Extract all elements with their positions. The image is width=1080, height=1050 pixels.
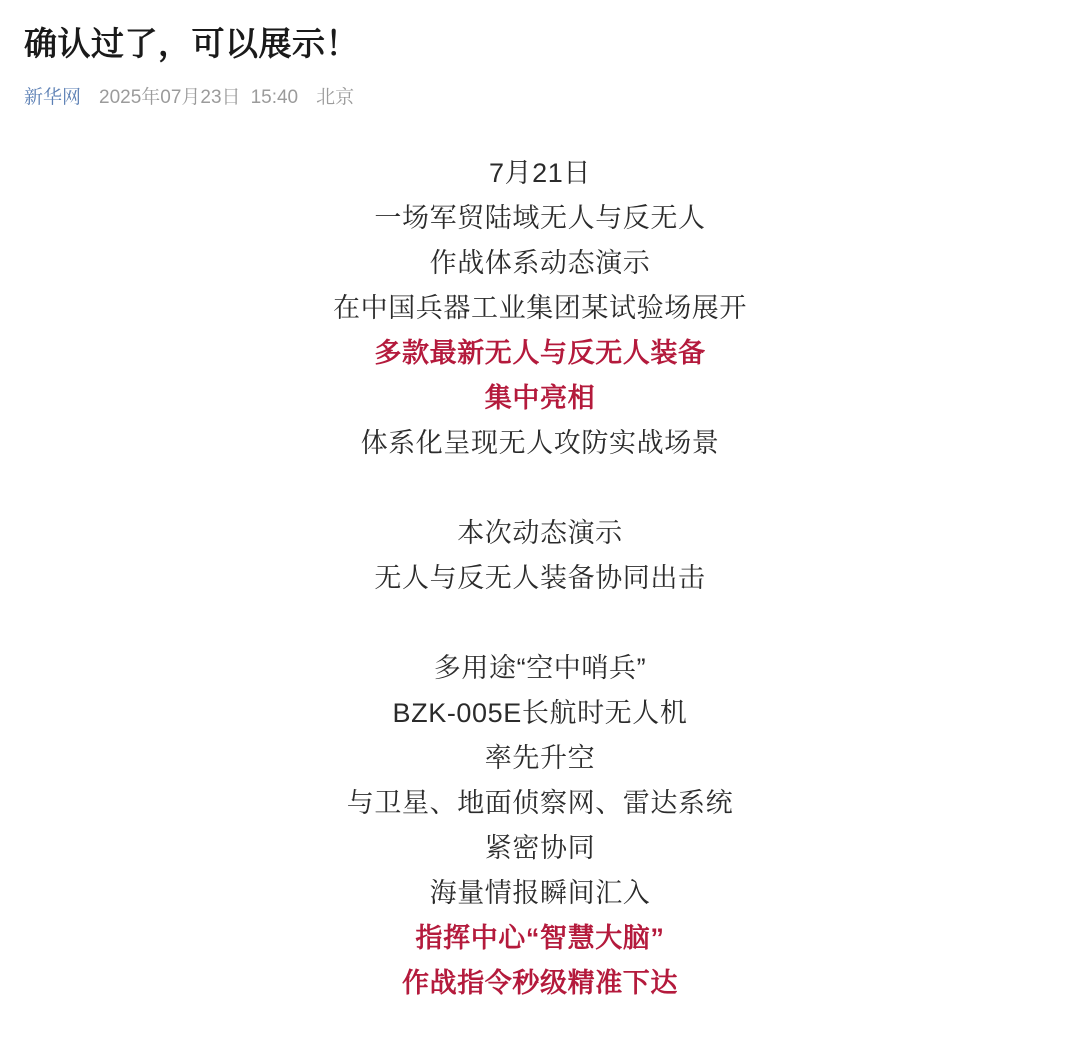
body-line: 体系化呈现无人攻防实战场景 — [360, 428, 720, 459]
body-line: 作战体系动态演示 — [429, 248, 651, 279]
body-line: 与卫星、地面侦察网、雷达系统 — [346, 788, 734, 819]
paragraph-spacer — [24, 601, 1056, 646]
body-line: 多用途“空中哨兵” — [433, 653, 647, 684]
body-line-highlight: 指挥中心“智慧大脑” — [415, 923, 665, 954]
body-line: 率先升空 — [484, 743, 596, 774]
body-line-highlight: 多款最新无人与反无人装备 — [374, 338, 706, 369]
body-line-highlight: 集中亮相 — [484, 383, 596, 414]
body-line: 在中国兵器工业集团某试验场展开 — [333, 293, 747, 324]
meta-place: 北京 — [316, 86, 355, 108]
body-line: BZK-005E长航时无人机 — [392, 698, 688, 729]
paragraph — [24, 151, 1056, 466]
paragraph — [24, 511, 1056, 601]
meta-source[interactable]: 新华网 — [24, 86, 82, 108]
paragraph-spacer — [24, 466, 1056, 511]
article-meta — [24, 87, 1056, 110]
body-line: 本次动态演示 — [457, 518, 623, 549]
meta-time: 15:40 — [250, 86, 299, 108]
body-line: 一场军贸陆域无人与反无人 — [374, 203, 706, 234]
body-line: 紧密协同 — [484, 833, 596, 864]
body-line: 无人与反无人装备协同出击 — [374, 563, 706, 594]
page-title: 确认过了，可以展示！ — [24, 25, 359, 62]
body-line: 7月21日 — [488, 158, 592, 189]
body-line: 海量情报瞬间汇入 — [429, 878, 651, 909]
paragraph — [24, 646, 1056, 1006]
article-header — [0, 0, 1080, 109]
meta-date: 2025年07月23日 — [99, 86, 241, 108]
body-line-highlight: 作战指令秒级精准下达 — [402, 968, 678, 999]
article-body — [0, 151, 1080, 1006]
